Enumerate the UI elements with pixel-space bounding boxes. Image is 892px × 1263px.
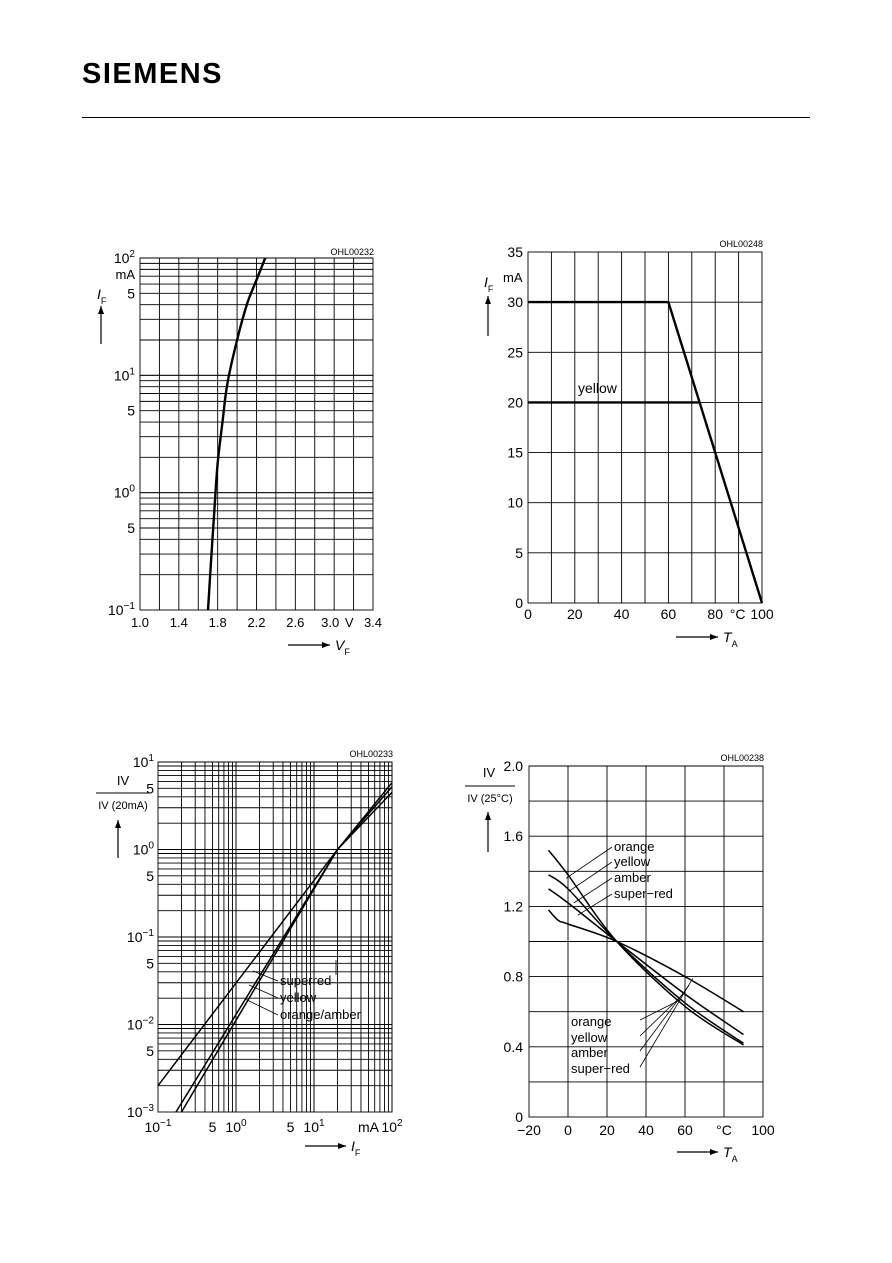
y-tick-label: $10^{-3}$ xyxy=(126,1103,154,1120)
x-tick-label: 5 xyxy=(286,1119,295,1135)
x-axis-arrow-head xyxy=(710,1149,718,1155)
x-tick-label: $10^2$ xyxy=(381,1118,403,1135)
x-tick-label: 20 xyxy=(599,1122,615,1138)
y-tick-label: 20 xyxy=(507,394,523,411)
x-tick-label: 60 xyxy=(660,606,677,622)
x-tick-label: 40 xyxy=(638,1122,654,1138)
y-axis-label: $I_F$ xyxy=(97,286,107,306)
y-unit-label: mA xyxy=(115,267,135,282)
y-tick-label: 5 xyxy=(146,1042,154,1059)
chart-id-label: OHL00248 xyxy=(719,239,763,249)
x-tick-label: 60 xyxy=(677,1122,693,1138)
y-tick-label: 0.4 xyxy=(503,1038,523,1055)
x-tick-label: 3.0 xyxy=(321,615,340,630)
chart-id-label: OHL00238 xyxy=(720,753,764,763)
y-tick-label: $10^0$ xyxy=(113,483,135,501)
siemens-logo: SIEMENS xyxy=(82,58,224,90)
x-axis-label: $I_F$ xyxy=(351,1138,361,1158)
y-tick-label: 25 xyxy=(507,344,523,361)
y-label-numerator: IV xyxy=(482,765,496,780)
y-tick-label: $10^2$ xyxy=(113,249,135,266)
y-tick-label: 5 xyxy=(127,285,135,302)
y-label-denominator: IV (25°C) xyxy=(467,793,513,805)
y-tick-label: 0 xyxy=(515,595,523,611)
x-tick-label: 40 xyxy=(613,606,630,622)
chart-id-label: OHL00232 xyxy=(330,247,374,257)
x-axis-label: $T_A$ xyxy=(723,629,738,649)
x-tick-label: 0 xyxy=(564,1122,572,1138)
x-tick-label: $10^{-1}$ xyxy=(144,1118,172,1135)
x-tick-label: mA xyxy=(358,1119,380,1135)
y-tick-label: 35 xyxy=(507,244,523,260)
yellow-annotation: yellow xyxy=(578,380,617,396)
y-tick-label: $10^1$ xyxy=(132,753,154,770)
y-axis-arrow-head xyxy=(485,812,491,820)
legend-label: superred xyxy=(280,973,332,988)
legend-top-label: super−red xyxy=(614,886,673,901)
legend-bottom-label: amber xyxy=(571,1045,608,1060)
legend-label: orange/amber xyxy=(280,1007,361,1022)
x-tick-label: 80 xyxy=(707,606,723,622)
x-tick-label: 2.2 xyxy=(247,615,266,630)
x-tick-label: 20 xyxy=(567,606,583,622)
legend-bottom-label: orange xyxy=(571,1014,612,1029)
y-tick-label: $10^1$ xyxy=(113,366,135,384)
legend-label: yellow xyxy=(280,990,317,1005)
y-tick-label: $10^0$ xyxy=(132,840,154,858)
x-tick-label: 2.6 xyxy=(286,615,305,630)
y-tick-label: 5 xyxy=(146,955,154,972)
legend-top-label: yellow xyxy=(614,854,651,869)
x-tick-label: 1.8 xyxy=(208,615,227,630)
y-tick-label: 0.8 xyxy=(503,968,523,985)
x-tick-label: 5 xyxy=(208,1119,217,1135)
x-tick-label: $10^1$ xyxy=(303,1118,325,1135)
x-tick-label: −20 xyxy=(517,1122,541,1138)
x-tick-label: 100 xyxy=(750,606,774,622)
legend-bottom-label: super−red xyxy=(571,1061,630,1076)
x-tick-label: 0 xyxy=(524,606,532,622)
y-tick-label: 5 xyxy=(146,780,154,797)
y-label-denominator: IV (20mA) xyxy=(98,800,148,812)
legend-top-leader xyxy=(566,847,612,878)
y-tick-label: 5 xyxy=(127,519,135,536)
x-tick-label: °C xyxy=(716,1122,732,1138)
legend-top-leader xyxy=(570,862,612,891)
y-label-numerator: IV xyxy=(116,773,130,788)
x-tick-label: 100 xyxy=(751,1122,775,1138)
x-tick-label: $10^0$ xyxy=(225,1118,247,1135)
y-tick-label: 15 xyxy=(507,444,523,461)
y-tick-label: 1.2 xyxy=(503,898,523,915)
y-tick-label: 10 xyxy=(507,494,523,511)
x-axis-label: $T_A$ xyxy=(723,1144,738,1164)
y-axis-label: $I_F$ xyxy=(484,274,494,294)
x-unit-label: V xyxy=(344,615,354,630)
y-tick-label: 5 xyxy=(515,544,523,561)
y-tick-label: 2.0 xyxy=(503,758,523,774)
x-axis-label: $V_F$ xyxy=(335,637,350,657)
y-tick-label: 5 xyxy=(127,402,135,419)
x-tick-label: 3.4 xyxy=(363,615,383,630)
chart-id-label: OHL00233 xyxy=(349,749,393,759)
y-tick-label: 0 xyxy=(515,1109,523,1125)
legend-top-label: orange xyxy=(614,839,655,854)
y-tick-label: 5 xyxy=(146,867,154,884)
y-tick-label: $10^{-1}$ xyxy=(126,928,154,945)
x-unit-label: °C xyxy=(729,606,746,622)
legend-bottom-leader xyxy=(640,985,689,1051)
legend-top-label: amber xyxy=(614,870,651,885)
x-tick-label: 1.0 xyxy=(130,615,150,630)
legend-bottom-label: yellow xyxy=(571,1030,608,1045)
y-unit-label: mA xyxy=(503,270,523,285)
y-tick-label: $10^{-2}$ xyxy=(126,1015,154,1033)
y-tick-label: 30 xyxy=(507,294,523,311)
y-tick-label: $10^{-1}$ xyxy=(107,601,135,618)
x-tick-label: 1.4 xyxy=(169,615,188,630)
y-tick-label: 1.6 xyxy=(503,828,523,845)
